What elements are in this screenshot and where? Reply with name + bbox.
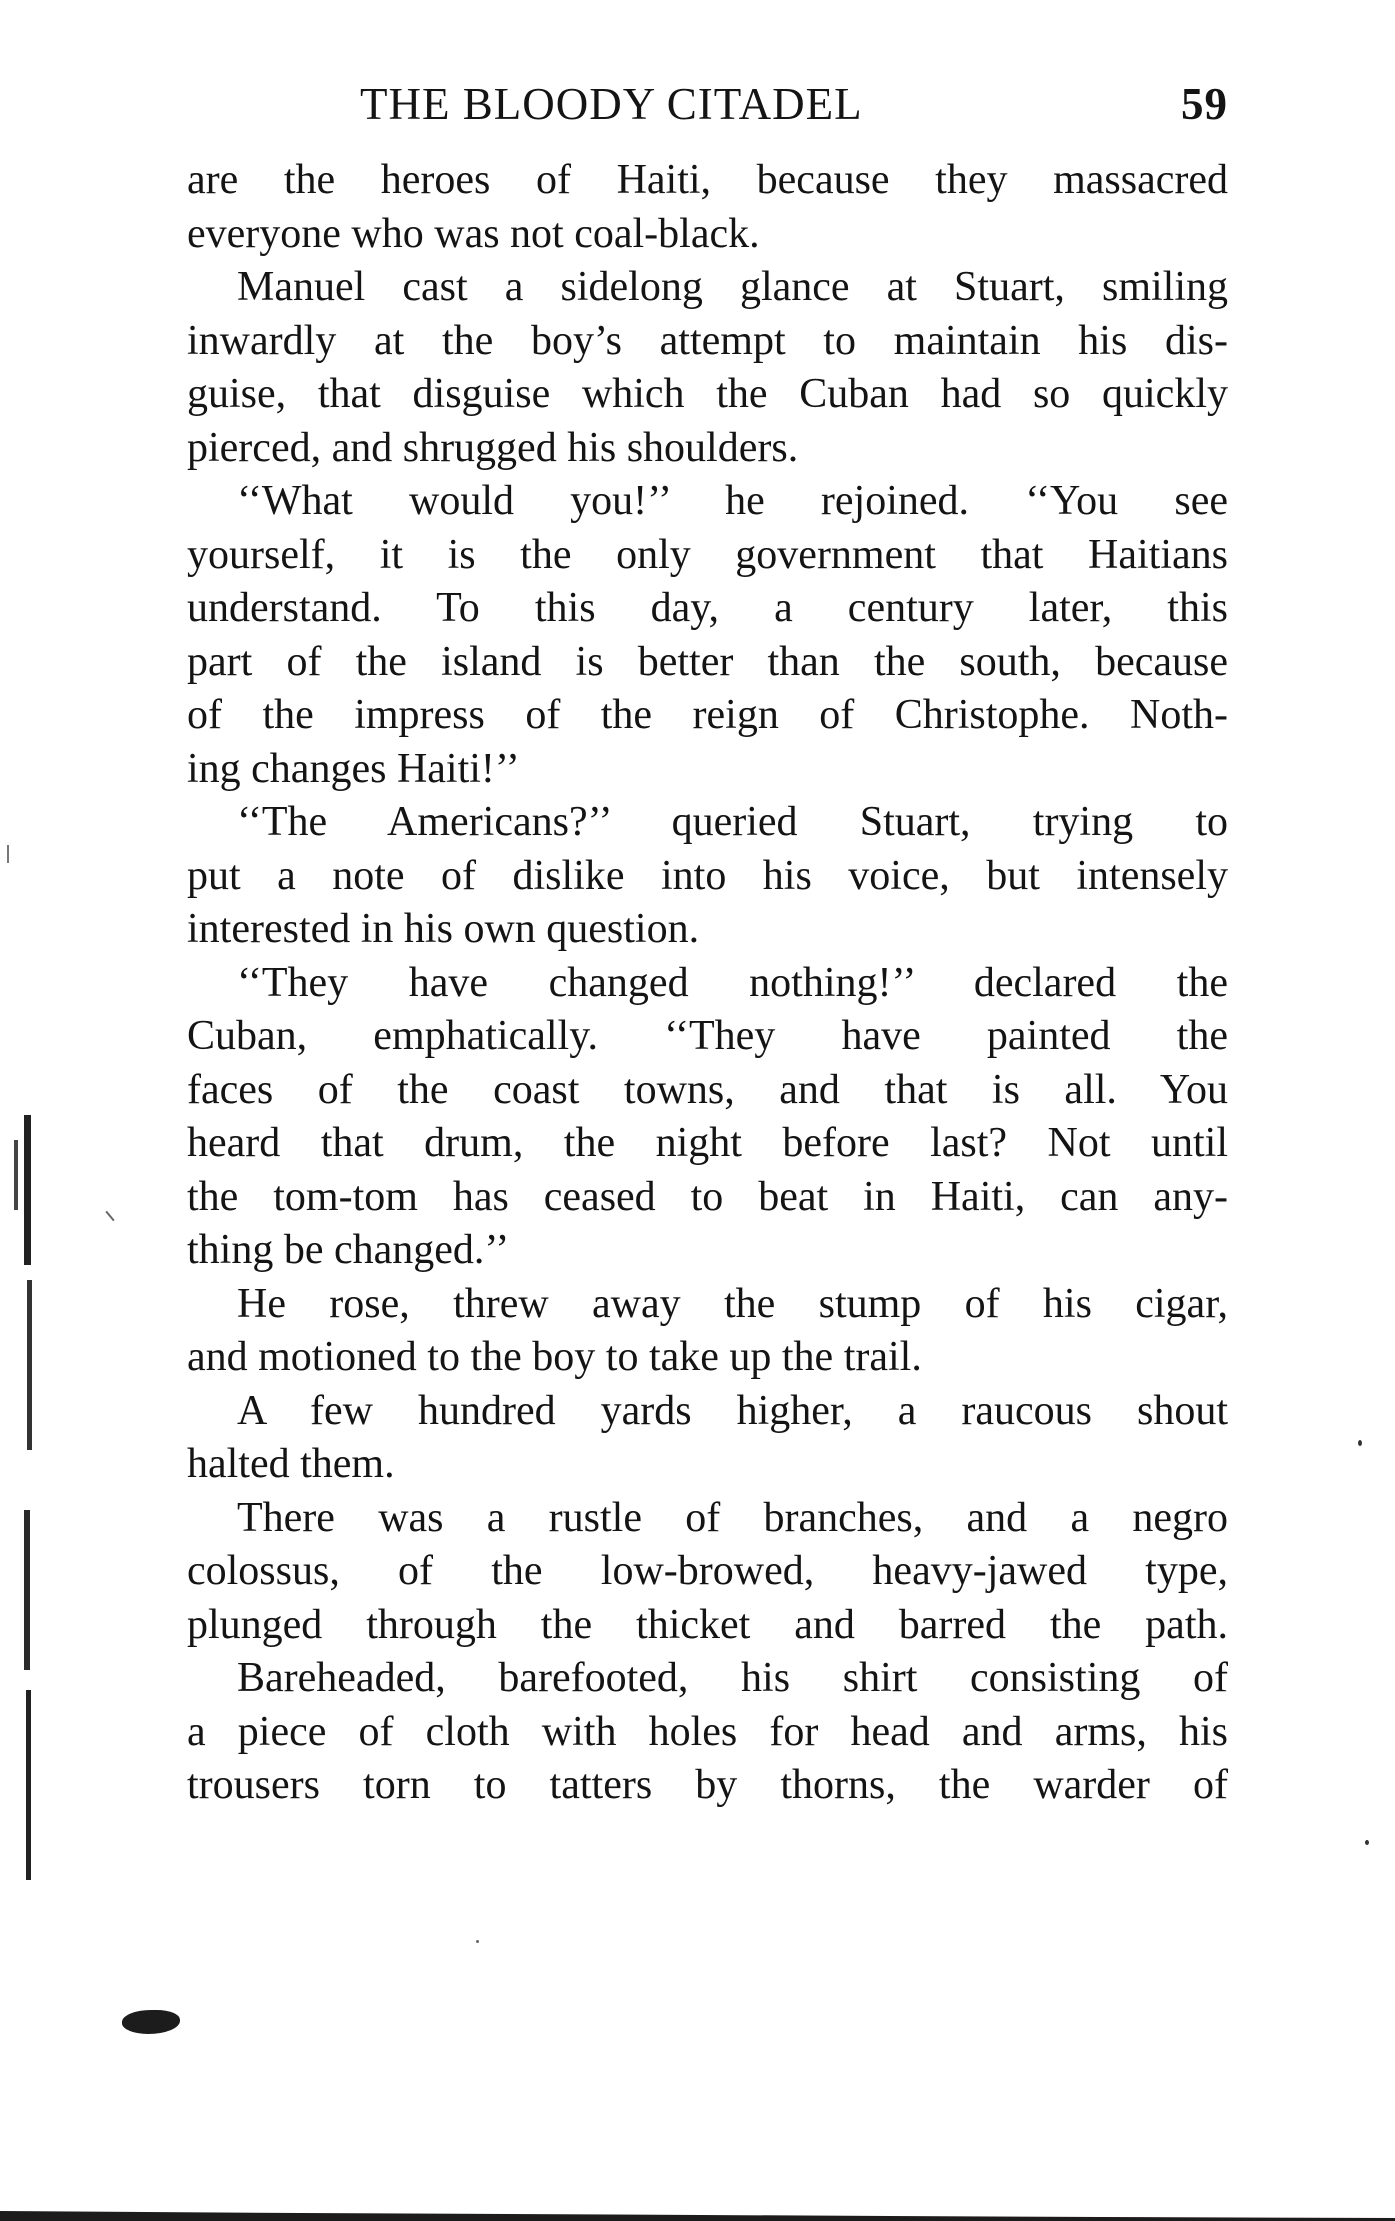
text-line: pierced, and shrugged his shoulders. (187, 424, 799, 471)
text-line: ‘‘They have changed nothing!’’ declared the (237, 959, 1228, 1006)
dust-speck-mark (105, 1211, 114, 1221)
text-line: colossus, of the low-browed, heavy-jawed type, (187, 1548, 1228, 1594)
gutter-shadow-mark (27, 1280, 32, 1450)
text-line: ing changes Haiti!’’ (187, 745, 520, 792)
page-bottom-edge (0, 2199, 1395, 2221)
text-line: heard that drum, the night before last? Not until (187, 1120, 1228, 1166)
text-line: put a note of dislike into his voice, but intensely (187, 852, 1228, 899)
body-text (187, 154, 1228, 1813)
dust-speck-mark (476, 1940, 479, 1943)
text-line: of the impress of the reign of Christophe. Noth- (187, 692, 1228, 738)
text-line: inwardly at the boy’s attempt to maintain his dis- (187, 317, 1228, 364)
ink-blot-mark (122, 2010, 180, 2034)
text-line: interested in his own question. (187, 906, 700, 952)
gutter-shadow-mark (26, 1690, 31, 1880)
text-line: guise, that disguise which the Cuban had so quickly (187, 371, 1228, 417)
running-title: THE BLOODY CITADEL (360, 79, 863, 129)
gutter-shadow-mark (14, 1140, 18, 1210)
text-line: the tom-tom has ceased to beat in Haiti, can any- (187, 1173, 1228, 1220)
text-line: understand. To this day, a century later, this (187, 585, 1228, 631)
text-line: Manuel cast a sidelong glance at Stuart, smiling (237, 264, 1228, 310)
text-line: Bareheaded, barefooted, his shirt consisting of (237, 1655, 1228, 1701)
running-header (360, 78, 1228, 138)
gutter-shadow-mark (7, 845, 9, 863)
text-line: plunged through the thicket and barred the path. (187, 1601, 1228, 1648)
gutter-shadow-mark (24, 1115, 31, 1265)
text-line: are the heroes of Haiti, because they massacred (187, 157, 1228, 203)
dust-speck-mark (1365, 1840, 1369, 1845)
text-line: There was a rustle of branches, and a negro (237, 1494, 1228, 1541)
text-line: trousers torn to tatters by thorns, the warder of (187, 1762, 1228, 1808)
text-line: ‘‘What would you!’’ he rejoined. ‘‘You see (237, 478, 1228, 524)
dust-speck-mark (1358, 1440, 1362, 1446)
text-line: thing be changed.’’ (187, 1227, 510, 1273)
page-number: 59 (1181, 79, 1228, 129)
text-line: and motioned to the boy to take up the trail. (187, 1334, 922, 1380)
text-line: Cuban, emphatically. ‘‘They have painted the (187, 1013, 1228, 1059)
text-line: A few hundred yards higher, a raucous shout (237, 1387, 1228, 1434)
text-line: part of the island is better than the south, because (187, 638, 1228, 685)
text-line: everyone who was not coal-black. (187, 210, 760, 257)
text-line: a piece of cloth with holes for head and arms, his (187, 1708, 1228, 1755)
text-line: faces of the coast towns, and that is all. You (187, 1066, 1228, 1113)
text-line: halted them. (187, 1441, 395, 1487)
text-line: He rose, threw away the stump of his cigar, (237, 1280, 1228, 1327)
gutter-shadow-mark (24, 1510, 30, 1670)
text-line: yourself, it is the only government that Haitians (187, 531, 1228, 578)
text-line: ‘‘The Americans?’’ queried Stuart, trying to (237, 799, 1228, 845)
